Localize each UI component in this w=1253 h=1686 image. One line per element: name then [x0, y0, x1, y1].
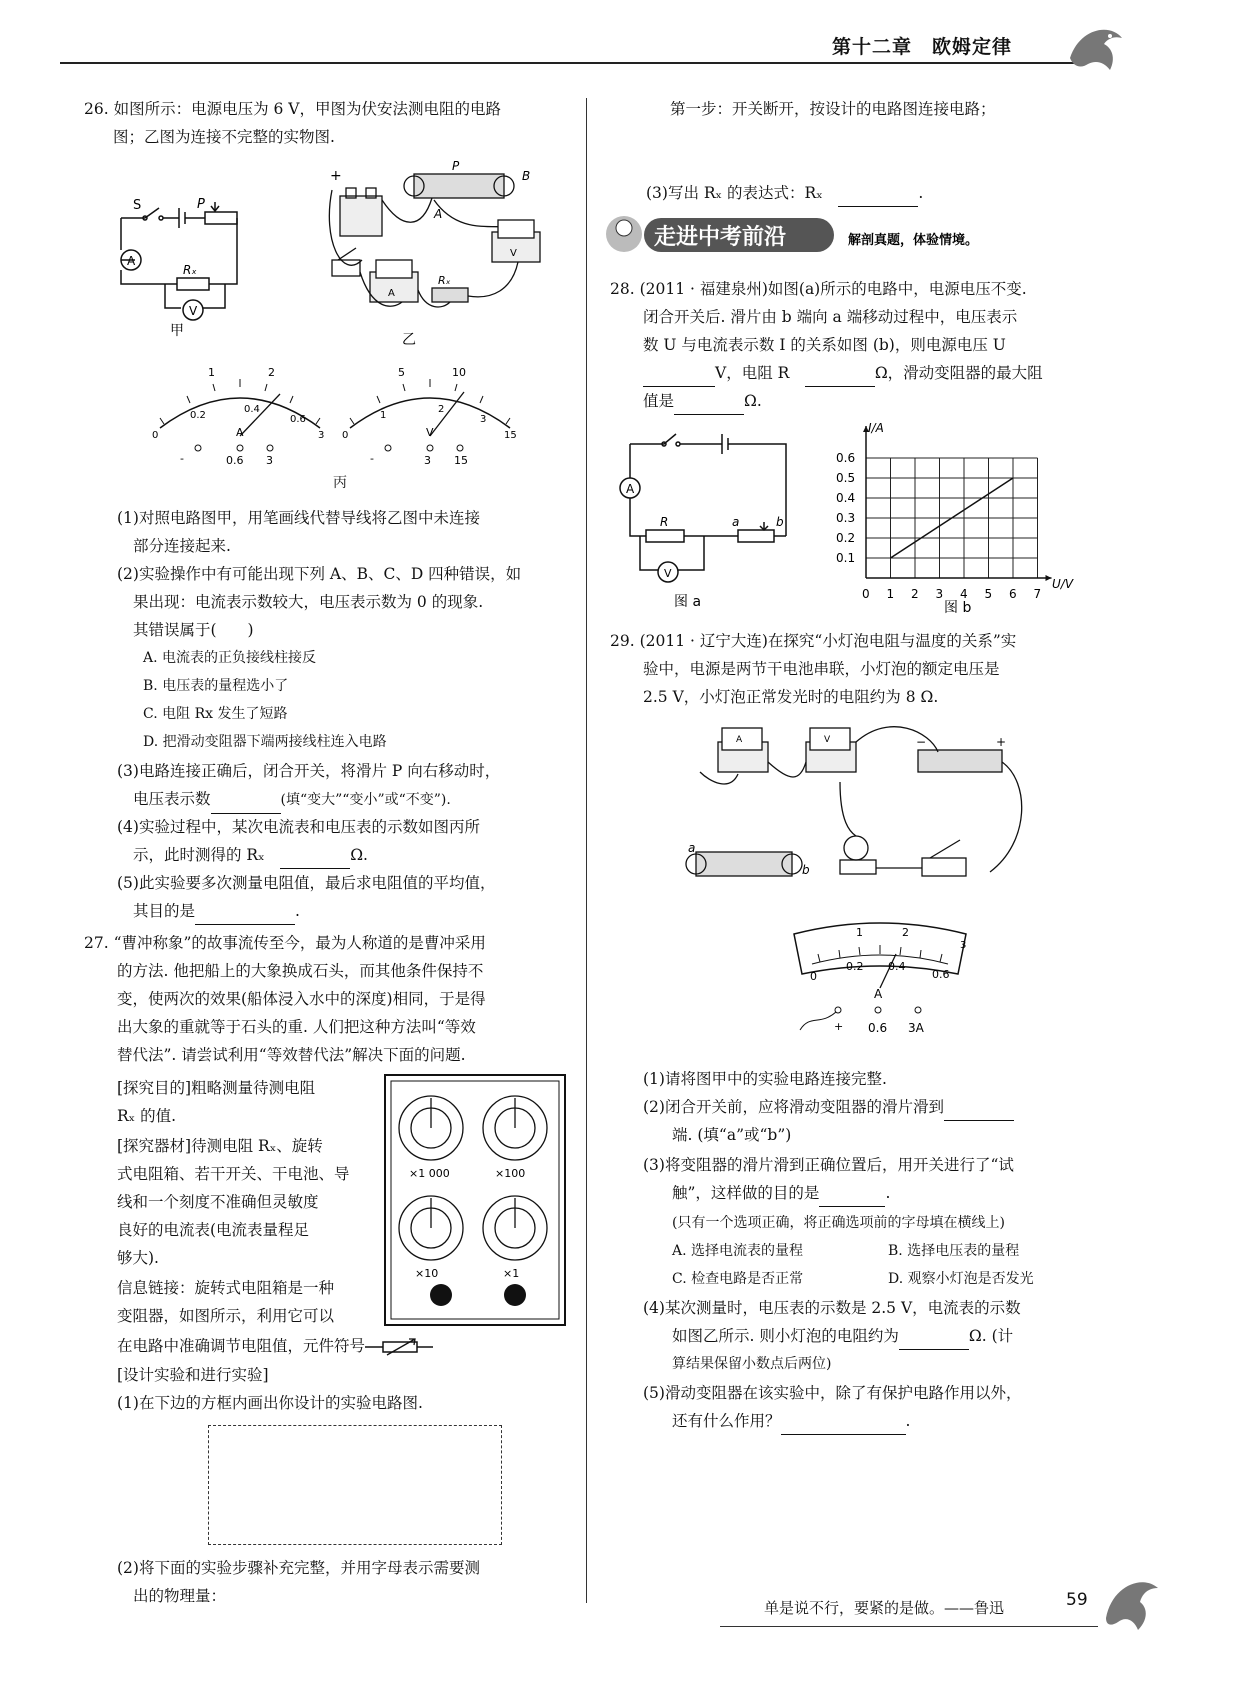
- term-minus: -: [180, 452, 184, 465]
- vtick-2: 2: [438, 404, 445, 415]
- q26-s2b: 果出现：电流表示数较大，电压表示数为 0 的现象.: [133, 593, 484, 611]
- ammeter-dial-bing: [150, 358, 330, 468]
- q26-s1a: (1)对照电路图甲，用笔画线代替导线将乙图中未连接: [117, 509, 480, 527]
- q29-opt-c: C. 检查电路是否正常: [672, 1271, 804, 1287]
- q27-l13: 信息链接：旋转式电阻箱是一种: [117, 1279, 335, 1297]
- q27-l15-text: 在电路中准确调节电阻值，元件符号: [117, 1337, 366, 1355]
- q26-s4b: [133, 842, 368, 869]
- term-3: 3: [266, 454, 273, 467]
- label-p-slider: P: [452, 159, 460, 173]
- vterm-15: 15: [454, 454, 468, 467]
- q29-tick-3: 3: [960, 940, 967, 951]
- q26-stem-line1: 26. 如图所示：电源电压为 6 V，甲图为伏安法测电阻的电路: [84, 100, 501, 118]
- answer-blank-max-resistance[interactable]: [674, 397, 744, 415]
- circuit-diagram-jia: [115, 197, 245, 340]
- q26-s3b-post: (填“变大”“变小”或“不变”).: [280, 792, 451, 808]
- q28-l3: 数 U 与电流表示数 I 的关系如图 (b)，则电源电压 U: [643, 336, 1006, 354]
- q29-s3b-post: .: [885, 1184, 891, 1202]
- q29-opt-d: D. 观察小灯泡是否发光: [888, 1271, 1034, 1287]
- label-ammeter-yi: A: [388, 288, 395, 299]
- vtick-3: 3: [480, 414, 487, 425]
- q29-s4b-pre: 如图乙所示. 则小灯泡的电阻约为: [672, 1327, 899, 1345]
- q27-l1: 27. “曹冲称象”的故事流传至今，最为人称道的是曹冲采用: [84, 934, 486, 952]
- header-rule: [60, 62, 1088, 64]
- circuit-drawing-box[interactable]: [208, 1425, 502, 1545]
- q27-l15: [117, 1333, 435, 1360]
- banner-title: 走进中考前沿: [654, 225, 787, 250]
- q27-l6: [探究目的]粗略测量待测电阻: [117, 1079, 316, 1097]
- answer-blank-rx-expression[interactable]: [838, 189, 918, 207]
- q29-tick-0: 0: [810, 970, 817, 983]
- answer-blank-voltage[interactable]: [643, 369, 715, 387]
- fig-a-ammeter-label: A: [626, 482, 635, 496]
- vtick-10: 10: [452, 366, 466, 379]
- q26-s2a: (2)实验操作中有可能出现下列 A、B、C、D 四种错误，如: [117, 565, 522, 583]
- fig-a-a-label: a: [732, 515, 740, 529]
- q27-expression-pre: (3)写出 Rₓ 的表达式：Rₓ: [646, 184, 823, 202]
- chart-y-tick-label: 0.2: [836, 531, 856, 545]
- q26-s3a: (3)电路连接正确后，闭合开关，将滑片 P 向右移动时，: [117, 762, 501, 780]
- q26-opt-a: A. 电流表的正负接线柱接反: [143, 650, 317, 666]
- q27-l14: 变阻器，如图所示，利用它可以: [117, 1307, 335, 1325]
- term-0-6: 0.6: [226, 454, 244, 467]
- iu-chart-b: [826, 418, 1086, 618]
- label-yi: 乙: [402, 332, 416, 348]
- page-number: 59: [1066, 1590, 1088, 1610]
- q29-voltmeter-label: V: [824, 735, 831, 745]
- chart-x-tick-label: 2: [911, 587, 919, 601]
- q27-l11: 良好的电流表(电流表量程足: [117, 1221, 310, 1239]
- label-voltmeter: V: [189, 304, 198, 318]
- chart-x-arrow: [1046, 575, 1052, 581]
- q26-s2c: 其错误属于( ): [133, 621, 254, 639]
- q28-l4-post: Ω，滑动变阻器的最大阻: [874, 364, 1043, 382]
- label-rx: Rₓ: [183, 263, 197, 277]
- q29-s3b-pre: 触”，这样做的目的是: [672, 1184, 820, 1202]
- q26-s3b: [133, 786, 451, 814]
- circuit-diagram-a: [614, 430, 804, 610]
- q26-stem-line2: 图；乙图为连接不完整的实物图.: [113, 128, 335, 146]
- q26-s4b-pre: 示，此时测得的 Rₓ: [133, 846, 265, 864]
- q27-expression: [646, 180, 923, 207]
- section-banner: [602, 206, 1022, 266]
- tick-2: 2: [268, 366, 275, 379]
- label-b: B: [522, 169, 531, 183]
- column-divider: [586, 98, 587, 1603]
- q29-s5b-pre: 还有什么作用？: [672, 1412, 781, 1430]
- chart-y-tick-label: 0.5: [836, 471, 856, 485]
- q26-opt-c: C. 电阻 Rx 发生了短路: [143, 706, 288, 722]
- q27-l8: [探究器材]待测电阻 Rₓ、旋转: [117, 1137, 323, 1155]
- q29-s4b: [672, 1323, 1013, 1350]
- label-rx-yi: Rₓ: [438, 274, 451, 287]
- label-bing: 丙: [333, 475, 347, 491]
- dial-label-x100: ×100: [495, 1167, 526, 1180]
- q29-term-plus: +: [834, 1020, 844, 1033]
- q27-l4: 出大象的重就等于石头的重. 人们把这种方法叫“等效: [117, 1018, 476, 1036]
- q29-tick-2: 2: [902, 926, 909, 939]
- chart-x-tick-label: 0: [862, 587, 870, 601]
- answer-blank-resistance[interactable]: [805, 369, 875, 387]
- fig-b-caption: 图 b: [944, 600, 972, 616]
- chart-x-tick-label: 7: [1033, 587, 1042, 601]
- ammeter-dial-q29: [790, 918, 970, 1038]
- q29-opt-b: B. 选择电压表的量程: [888, 1243, 1020, 1259]
- q29-plus-label: +: [996, 735, 1007, 749]
- q26-opt-b: B. 电压表的量程选小了: [143, 678, 289, 694]
- rheostat-symbol-icon: [365, 1337, 435, 1357]
- q29-s2a: [643, 1094, 1014, 1121]
- vtick-15: 15: [504, 430, 517, 441]
- dial-label-x1: ×1: [503, 1267, 520, 1280]
- q27-l3: 变，使两次的效果(船体浸入水中的深度)相同，于是得: [117, 990, 486, 1008]
- tick-0-4: 0.4: [244, 404, 260, 415]
- q27-l9: 式电阻箱、若干开关、干电池、导: [117, 1165, 350, 1183]
- chart-y-tick-label: 0.6: [836, 451, 856, 465]
- tick-3: 3: [318, 430, 325, 441]
- unit-v: V: [426, 426, 434, 439]
- answer-blank-rheostat-use[interactable]: [781, 1417, 906, 1435]
- chart-xlabel: U/V: [1052, 577, 1074, 591]
- q29-s3c: (只有一个选项正确，将正确选项前的字母填在横线上): [672, 1215, 1005, 1231]
- q26-s1b: 部分连接起来.: [133, 537, 231, 555]
- chart-y-tick-label: 0.1: [836, 551, 856, 565]
- q29-tick-0-6: 0.6: [932, 968, 950, 981]
- q29-s4b-post: Ω. (计: [968, 1327, 1014, 1345]
- fig-a-caption: 图 a: [674, 594, 702, 610]
- q27-l5: 替代法”. 请尝试利用“等效替代法”解决下面的问题.: [117, 1046, 466, 1064]
- chart-ylabel: I/A: [868, 421, 884, 435]
- label-voltmeter-yi: V: [510, 248, 517, 259]
- q26-s5b-pre: 其目的是: [133, 902, 196, 920]
- q26-s4a: (4)实验过程中，某次电流表和电压表的示数如图丙所: [117, 818, 480, 836]
- q29-unit-a: A: [874, 987, 883, 1001]
- q29-s2a-text: (2)闭合开关前，应将滑动变阻器的滑片滑到: [643, 1098, 944, 1116]
- label-s: S: [133, 198, 142, 213]
- chapter-title: 第十二章 欧姆定律: [832, 36, 1013, 58]
- q28-l1: 28. (2011 · 福建泉州)如图(a)所示的电路中，电源电压不变.: [610, 280, 1027, 298]
- vtick-1: 1: [380, 410, 387, 421]
- q26-s5b-post: .: [295, 902, 300, 920]
- q27-l7: Rₓ 的值.: [117, 1107, 177, 1125]
- q29-l1: 29. (2011 · 辽宁大连)在探究“小灯泡电阻与温度的关系”实: [610, 632, 1017, 650]
- q29-term-0-6: 0.6: [868, 1021, 888, 1035]
- vtick-0: 0: [342, 430, 349, 441]
- banner-subtitle: 解剖真题，体验情境。: [848, 233, 979, 248]
- vtick-5: 5: [398, 366, 405, 379]
- q29-s4a: (4)某次测量时，电压表的示数是 2.5 V，电流表的示数: [643, 1299, 1021, 1317]
- q29-s5a: (5)滑动变阻器在该实验中，除了有保护电路作用以外，: [643, 1384, 1022, 1402]
- q28-l4: [643, 360, 1043, 387]
- q27-step1: 第一步：开关断开，按设计的电路图连接电路；: [670, 100, 996, 118]
- q29-tick-0-2: 0.2: [846, 960, 864, 973]
- tick-0-6: 0.6: [290, 414, 306, 425]
- apparatus-diagram-yi: [322, 160, 572, 350]
- chart-x-tick-label: 4: [960, 587, 968, 601]
- q29-s4c: 算结果保留小数点后两位): [672, 1356, 832, 1372]
- q28-l5-post: Ω.: [744, 392, 762, 410]
- dolphin-icon: [1060, 18, 1130, 83]
- q29-tick-0-4: 0.4: [888, 960, 906, 973]
- q26-s3b-pre: 电压表示数: [133, 790, 211, 808]
- fig-a-r-label: R: [660, 515, 669, 529]
- q27-l2: 的方法. 他把船上的大象换成石头，而其他条件保持不: [117, 962, 484, 980]
- tick-0: 0: [152, 430, 159, 441]
- footer-quote: 单是说不行，要紧的是做。——鲁迅: [764, 1599, 1005, 1617]
- q28-l5-pre: 值是: [643, 392, 675, 410]
- fig-a-b-label: b: [776, 515, 784, 529]
- q29-tick-1: 1: [856, 926, 863, 939]
- q29-l3: 2.5 V，小灯泡正常发光时的电阻约为 8 Ω.: [643, 688, 939, 706]
- q29-l2: 验中，电源是两节干电池串联，小灯泡的额定电压是: [643, 660, 1000, 678]
- answer-blank-q26-4[interactable]: [280, 851, 350, 869]
- tick-1: 1: [208, 366, 215, 379]
- label-jia: 甲: [170, 323, 184, 339]
- answer-blank-q26-3[interactable]: [211, 796, 281, 814]
- voltmeter-dial-bing: [340, 358, 520, 468]
- q29-s3b: [672, 1180, 890, 1207]
- vterm-minus: -: [370, 452, 374, 465]
- answer-blank-slider-end[interactable]: [944, 1103, 1014, 1121]
- q29-minus-label: −: [916, 735, 927, 749]
- q29-opt-a: A. 选择电流表的量程: [672, 1243, 804, 1259]
- label-plus: +: [330, 168, 342, 184]
- q29-s2b: 端. (填“a”或“b”): [672, 1126, 792, 1144]
- q27-l17: (1)在下边的方框内画出你设计的实验电路图.: [117, 1394, 423, 1412]
- unit-a: A: [236, 426, 244, 439]
- fig-a-voltmeter-label: V: [664, 567, 672, 580]
- dial-label-x1000: ×1 000: [409, 1167, 450, 1180]
- q29-s1: (1)请将图甲中的实验电路连接完整.: [643, 1070, 887, 1088]
- chart-y-tick-label: 0.4: [836, 491, 856, 505]
- chart-x-tick-label: 5: [984, 587, 993, 601]
- vterm-3: 3: [424, 454, 431, 467]
- dolphin-footer-icon: [1098, 1568, 1168, 1638]
- q27-l19: 出的物理量：: [133, 1587, 227, 1605]
- q27-l16: [设计实验和进行实验]: [117, 1366, 269, 1384]
- q29-s5b: [672, 1408, 910, 1435]
- q27-expression-post: .: [918, 184, 924, 202]
- q28-l4-mid: V，电阻 R: [715, 364, 790, 382]
- resistance-box-figure: [383, 1073, 568, 1328]
- q28-l2: 闭合开关后. 滑片由 b 端向 a 端移动过程中，电压表示: [643, 308, 1018, 326]
- q27-l18: (2)将下面的实验步骤补充完整，并用字母表示需要测: [117, 1559, 480, 1577]
- chart-x-tick-label: 1: [886, 587, 895, 601]
- apparatus-diagram-q29: [690, 722, 1050, 892]
- q27-l12: 够大).: [117, 1249, 159, 1267]
- q29-ammeter-label: A: [736, 735, 743, 745]
- q26-opt-d: D. 把滑动变阻器下端两接线柱连入电路: [143, 734, 387, 750]
- q26-s5a: (5)此实验要多次测量电阻值，最后求电阻值的平均值，: [117, 874, 496, 892]
- answer-blank-bulb-resistance[interactable]: [899, 1332, 969, 1350]
- tick-0-2: 0.2: [190, 410, 206, 421]
- footer-rule: [720, 1626, 1098, 1627]
- q29-term-3a: 3A: [908, 1021, 924, 1035]
- q29-s5b-post: .: [905, 1412, 911, 1430]
- chart-x-tick-label: 3: [935, 587, 944, 601]
- label-a: A: [434, 207, 443, 221]
- q29-b-label: b: [802, 863, 810, 877]
- q26-s5b: [133, 898, 300, 925]
- q28-l5: [643, 388, 762, 415]
- answer-blank-trial-purpose[interactable]: [819, 1189, 885, 1207]
- chart-x-tick-label: 6: [1009, 587, 1017, 601]
- q27-l10: 线和一个刻度不准确但灵敏度: [117, 1193, 319, 1211]
- label-p: P: [197, 197, 205, 212]
- q26-s4b-post: Ω.: [350, 846, 368, 864]
- q29-s3a: (3)将变阻器的滑片滑到正确位置后，用开关进行了“试: [643, 1156, 1014, 1174]
- dial-label-x10: ×10: [415, 1267, 439, 1280]
- chart-y-tick-label: 0.3: [836, 511, 856, 525]
- label-ammeter: A: [127, 254, 136, 268]
- answer-blank-q26-5[interactable]: [195, 907, 295, 925]
- q29-a-label: a: [688, 841, 696, 855]
